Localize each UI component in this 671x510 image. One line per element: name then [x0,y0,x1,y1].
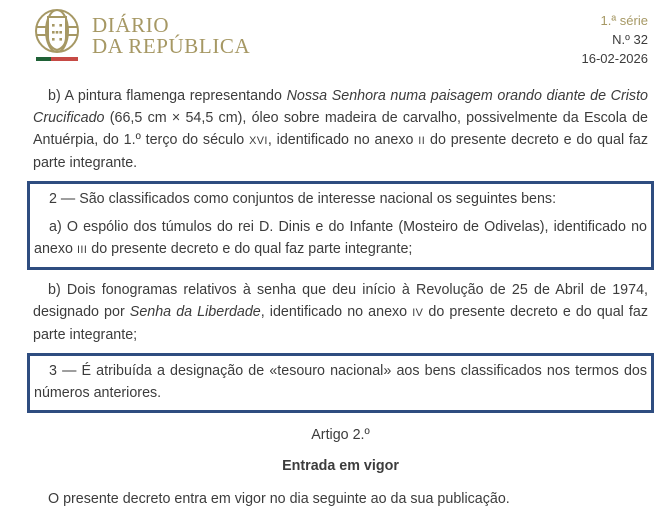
republic-emblem-icon [33,8,81,64]
article-heading: Artigo 2.º [311,427,370,443]
highlight-box-classification [27,181,654,270]
highlight-box-tesouro-nacional [27,353,654,413]
masthead-title [92,8,250,57]
masthead-title-line1: DIÁRIO [92,13,170,37]
paragraph-2a: a) O espólio dos túmulos do rei D. Dinis e do Infante (Mosteiro de Odivelas), identificado no anexo III do presente decreto e do qual faz parte integrante; [34,219,647,257]
article-subheading: Entrada em vigor [282,458,399,474]
masthead-title-line2: DA REPÚBLICA [92,34,251,58]
document-body [0,62,671,510]
paragraph-3: 3 — É atribuída a designação de «tesouro nacional» aos bens classificados nos termos dos números anteriores. [34,363,647,401]
paragraph-painting: b) A pintura flamenga representando Nossa Senhora numa paisagem orando diante de Cristo Crucificado (66,5 cm × 54,5 cm), óleo sobre madeira de carvalho, possivelmente da Escola de Antuérpia, do 1.º terço do século XVI, identificado no anexo II do presente decreto e do qual faz parte integrante. [33,88,649,171]
issue-date: 16-02-2026 [581,51,648,66]
issue-number: N.º 32 [612,32,648,47]
masthead [0,0,671,66]
flag-bar [36,57,78,61]
paragraph-2b: b) Dois fonogramas relativos à senha que deu início à Revolução de 25 de Abril de 1974, designado por Senha da Liberdade, identificado no anexo IV do presente decreto e do qual faz parte integrante; [33,282,648,343]
issue-series: 1.ª série [600,13,648,28]
paragraph-2: 2 — São classificados como conjuntos de interesse nacional os seguintes bens: [49,191,557,207]
issue-info [582,8,649,68]
paragraph-final: O presente decreto entra em vigor no dia seguinte ao da sua publicação. [48,491,510,507]
